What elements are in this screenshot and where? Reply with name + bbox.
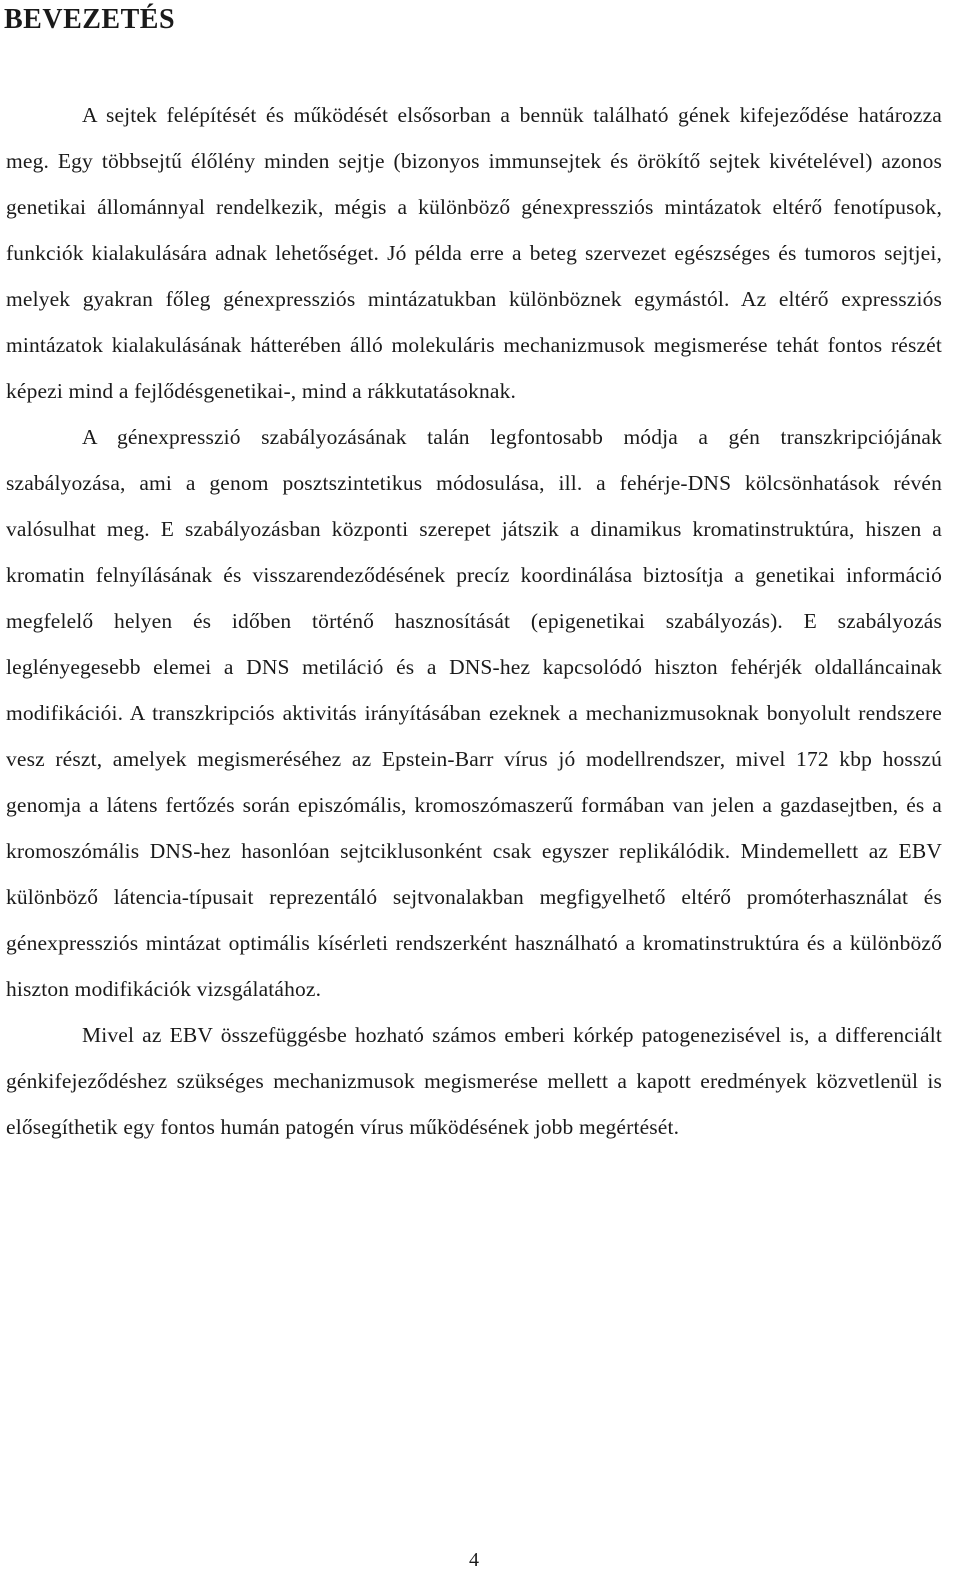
paragraph-3: Mivel az EBV összefüggésbe hozható számos emberi kórkép patogenezisével is, a differenciált génkifejeződéshez szükséges mechanizmusok megismerése mellett a kapott eredmények közvetlenül is elősegíthetik egy fontos humán patogén vírus működésének jobb megértését. [6,1023,942,1139]
section-heading: BEVEZETÉS [4,4,176,35]
page-number: 4 [469,1549,479,1571]
body-text [6,92,942,1150]
paragraph-1: A sejtek felépítését és működését elsősorban a bennük található gének kifejeződése határozza meg. Egy többsejtű élőlény minden sejtje (bizonyos immunsejtek és örökítő sejtek kivételével) azonos genetikai állománnyal rendelkezik, mégis a különböző génexpressziós mintázatok eltérő fenotípusok, funkciók kialakulására adnak lehetőséget. Jó példa erre a beteg szervezet egészséges és tumoros sejtjei, melyek gyakran főleg génexpressziós mintázatukban különböznek egymástól. Az eltérő expressziós mintázatok kialakulásának hátterében álló molekuláris mechanizmusok megismerése tehát fontos részét képezi mind a fejlődésgenetikai-, mind a rákkutatásoknak. [6,103,942,403]
paragraph-2: A génexpresszió szabályozásának talán legfontosabb módja a gén transzkripciójának szabályozása, ami a genom posztszintetikus módosulása, ill. a fehérje-DNS kölcsönhatások révén valósulhat meg. E szabályozásban központi szerepet játszik a dinamikus kromatinstruktúra, hiszen a kromatin felnyílásának és visszarendeződésének precíz koordinálása biztosítja a genetikai információ megfelelő helyen és időben történő hasznosítását (epigenetikai szabályozás). E szabályozás leglényegesebb elemei a DNS metiláció és a DNS-hez kapcsolódó hiszton fehérjék oldalláncainak modifikációi. A transzkripciós aktivitás irányításában ezeknek a mechanizmusoknak bonyolult rendszere vesz részt, amelyek megismeréséhez az Epstein-Barr vírus jó modellrendszer, mivel 172 kbp hosszú genomja a látens fertőzés során episzómális, kromoszómaszerű formában van jelen a gazdasejtben, és a kromoszómális DNS-hez hasonlóan sejtciklusonként csak egyszer replikálódik. Mindemellett az EBV különböző látencia-típusait reprezentáló sejtvonalakban megfigyelhető eltérő promóterhasználat és génexpressziós mintázat optimális kísérleti rendszerként használható a kromatinstruktúra és a különböző hiszton modifikációk vizsgálatához. [6,425,942,1001]
